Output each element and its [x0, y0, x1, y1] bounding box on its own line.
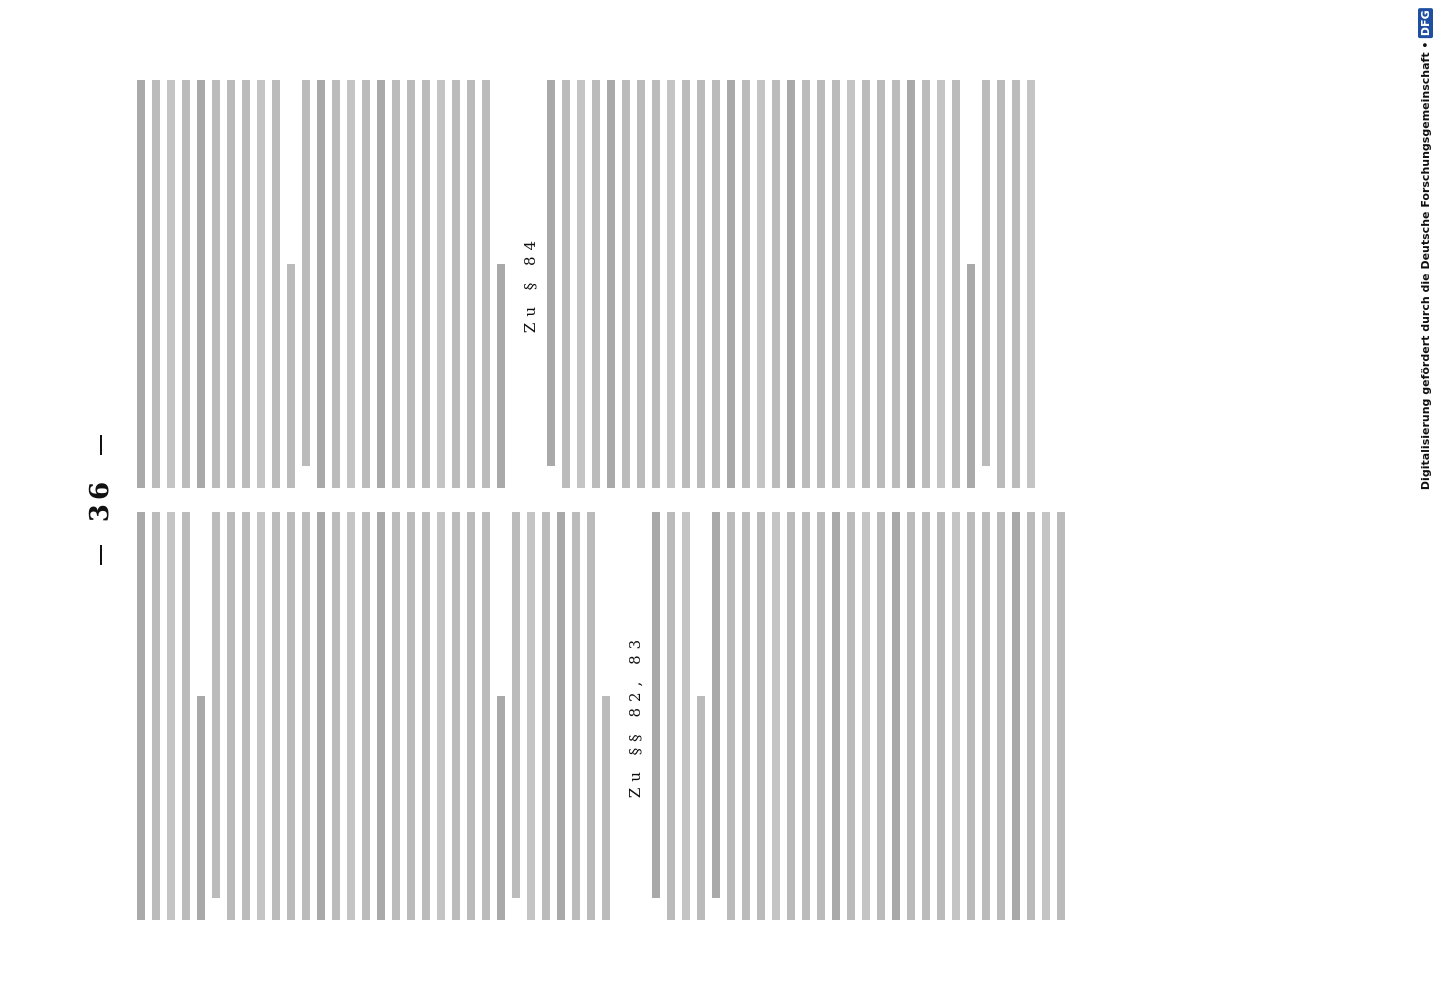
text-line — [742, 80, 750, 488]
text-line — [392, 80, 400, 488]
text-line — [197, 696, 205, 920]
text-line — [497, 696, 505, 920]
page-number: 36 — [85, 477, 115, 523]
text-line — [697, 80, 705, 488]
text-line — [572, 512, 580, 920]
text-line — [907, 80, 915, 488]
text-line — [242, 512, 250, 920]
text-line — [562, 80, 570, 488]
text-line — [317, 512, 325, 920]
text-block — [652, 512, 1065, 920]
text-line — [982, 512, 990, 920]
text-line — [802, 80, 810, 488]
text-line — [907, 512, 915, 920]
text-line — [272, 512, 280, 920]
text-line — [407, 80, 415, 488]
page-header — [80, 80, 120, 920]
text-line — [712, 80, 720, 488]
text-line — [422, 80, 430, 488]
text-line — [877, 512, 885, 920]
text-line — [182, 512, 190, 920]
text-line — [197, 80, 205, 488]
section-heading: Zu § 84 — [521, 234, 539, 334]
text-block — [137, 512, 610, 920]
text-line — [667, 80, 675, 488]
text-line — [1012, 80, 1020, 488]
text-line — [862, 80, 870, 488]
text-line — [967, 264, 975, 488]
text-line — [257, 512, 265, 920]
text-line — [577, 80, 585, 488]
text-line — [727, 80, 735, 488]
text-line — [272, 80, 280, 488]
text-line — [527, 512, 535, 920]
text-line — [602, 696, 610, 920]
digitization-credit: Digitalisierung gefördert durch die Deutsche Forschungsgemeinschaft • DFG — [1418, 10, 1432, 491]
text-line — [952, 512, 960, 920]
text-line — [697, 696, 705, 920]
text-line — [377, 512, 385, 920]
text-line — [937, 512, 945, 920]
scanned-page — [50, 60, 1340, 940]
text-line — [152, 512, 160, 920]
text-line — [437, 80, 445, 488]
text-line — [712, 512, 720, 898]
text-line — [817, 80, 825, 488]
text-line — [787, 512, 795, 920]
text-line — [302, 80, 310, 466]
text-line — [862, 512, 870, 920]
text-line — [847, 512, 855, 920]
text-line — [497, 264, 505, 488]
text-line — [832, 80, 840, 488]
text-line — [137, 80, 145, 488]
text-line — [1042, 512, 1050, 920]
text-line — [242, 80, 250, 488]
text-line — [622, 80, 630, 488]
text-line — [227, 512, 235, 920]
text-line — [937, 80, 945, 488]
text-line — [332, 80, 340, 488]
text-line — [332, 512, 340, 920]
text-line — [407, 512, 415, 920]
text-line — [1057, 512, 1065, 920]
text-line — [437, 512, 445, 920]
text-line — [482, 512, 490, 920]
text-line — [167, 80, 175, 488]
text-line — [482, 80, 490, 488]
text-line — [832, 512, 840, 920]
text-line — [652, 512, 660, 898]
text-line — [997, 512, 1005, 920]
text-line — [422, 512, 430, 920]
text-line — [952, 80, 960, 488]
header-dash-right — [100, 435, 102, 455]
right-column — [130, 80, 1075, 488]
text-line — [922, 80, 930, 488]
text-line — [287, 264, 295, 488]
header-dash-left — [100, 545, 102, 565]
text-line — [392, 512, 400, 920]
text-line — [182, 80, 190, 488]
text-block — [547, 80, 1035, 488]
section-heading: Zu §§ 82, 83 — [626, 633, 644, 799]
text-line — [152, 80, 160, 488]
text-line — [542, 512, 550, 920]
text-line — [757, 512, 765, 920]
text-line — [227, 80, 235, 488]
text-line — [362, 512, 370, 920]
text-line — [347, 512, 355, 920]
text-line — [877, 80, 885, 488]
text-line — [212, 512, 220, 898]
text-line — [302, 512, 310, 920]
text-line — [167, 512, 175, 920]
text-line — [682, 512, 690, 920]
text-line — [587, 512, 595, 920]
rotated-page-content — [50, 60, 1340, 940]
text-line — [652, 80, 660, 488]
text-line — [892, 80, 900, 488]
text-line — [592, 80, 600, 488]
text-line — [607, 80, 615, 488]
text-line — [362, 80, 370, 488]
text-line — [772, 512, 780, 920]
text-line — [967, 512, 975, 920]
text-line — [1027, 80, 1035, 488]
text-line — [667, 512, 675, 920]
text-line — [512, 512, 520, 898]
text-line — [257, 80, 265, 488]
text-line — [452, 512, 460, 920]
text-line — [557, 512, 565, 920]
text-block — [137, 80, 505, 488]
text-line — [377, 80, 385, 488]
text-line — [892, 512, 900, 920]
text-line — [137, 512, 145, 920]
text-line — [997, 80, 1005, 488]
text-line — [982, 80, 990, 466]
text-line — [547, 80, 555, 466]
text-line — [802, 512, 810, 920]
text-line — [772, 80, 780, 488]
text-line — [637, 80, 645, 488]
text-line — [467, 512, 475, 920]
text-line — [1012, 512, 1020, 920]
text-line — [452, 80, 460, 488]
digitization-credit-text: Digitalisierung gefördert durch die Deutsche Forschungsgemeinschaft — [1418, 52, 1432, 491]
text-line — [1027, 512, 1035, 920]
text-line — [787, 80, 795, 488]
left-column — [130, 512, 1075, 920]
text-line — [212, 80, 220, 488]
text-line — [817, 512, 825, 920]
text-columns — [130, 80, 1075, 920]
text-line — [757, 80, 765, 488]
text-line — [847, 80, 855, 488]
text-line — [467, 80, 475, 488]
text-line — [742, 512, 750, 920]
text-line — [287, 512, 295, 920]
text-line — [922, 512, 930, 920]
text-line — [682, 80, 690, 488]
text-line — [317, 80, 325, 488]
text-line — [727, 512, 735, 920]
dfg-logo: DFG — [1418, 10, 1432, 36]
text-line — [347, 80, 355, 488]
